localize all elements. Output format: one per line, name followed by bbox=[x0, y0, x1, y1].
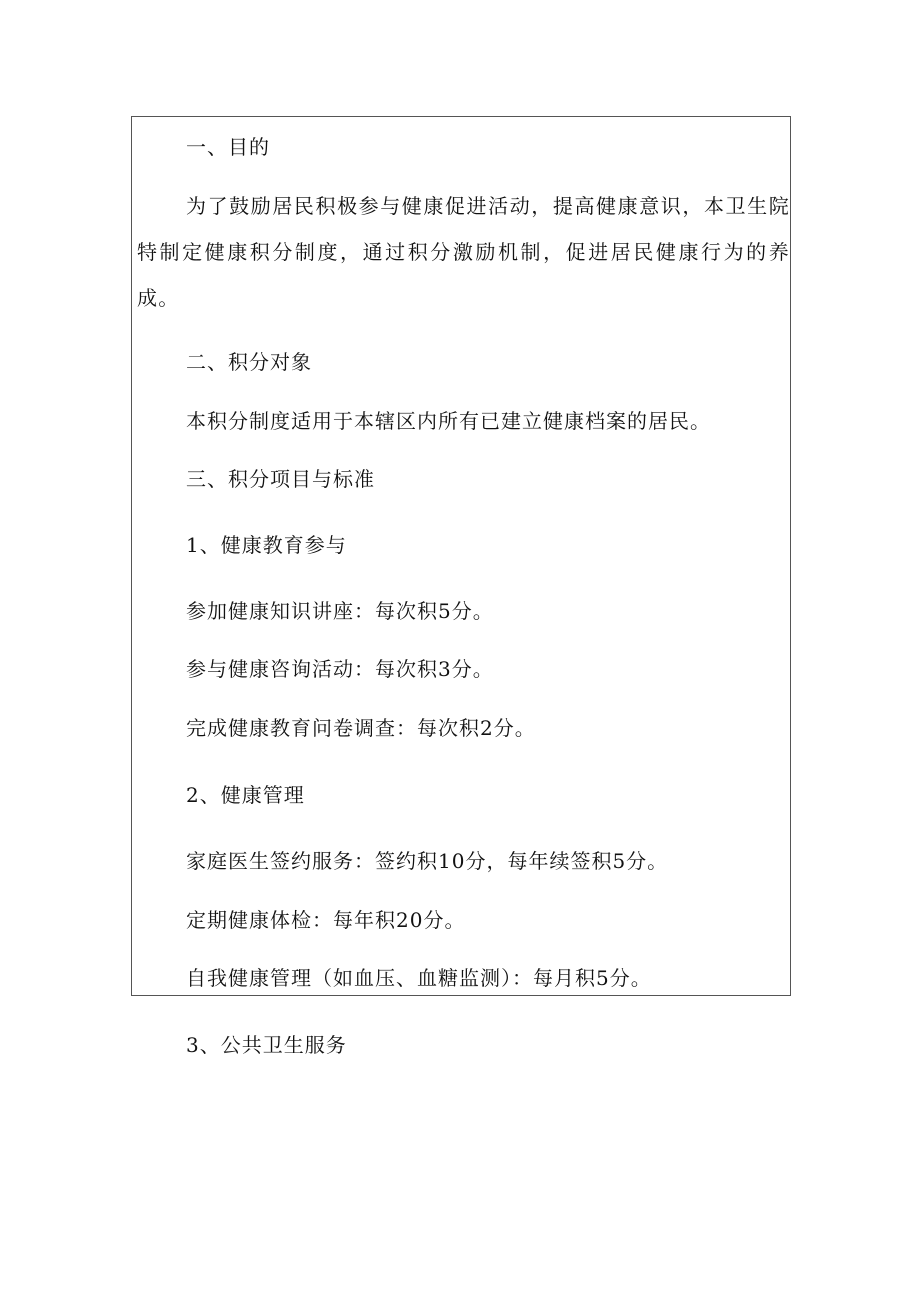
list-item: 自我健康管理（如血压、血糖监测）：每月积5分。 bbox=[186, 966, 652, 990]
section-heading-target: 二、积分对象 bbox=[186, 350, 312, 374]
section-heading-standards: 三、积分项目与标准 bbox=[186, 467, 375, 491]
list-item: 参与健康咨询活动：每次积3分。 bbox=[186, 657, 494, 681]
list-item: 参加健康知识讲座：每次积5分。 bbox=[186, 599, 494, 623]
section-heading-purpose: 一、目的 bbox=[186, 135, 270, 159]
list-item: 家庭医生签约服务：签约积10分，每年续签积5分。 bbox=[186, 849, 669, 873]
subheading-health-management: 2、健康管理 bbox=[186, 783, 305, 807]
subheading-public-health: 3、公共卫生服务 bbox=[186, 1033, 347, 1057]
list-item: 完成健康教育问卷调查：每次积2分。 bbox=[186, 716, 536, 740]
purpose-paragraph: 为了鼓励居民积极参与健康促进活动，提高健康意识，本卫生院特制定健康积分制度，通过积分激励机制，促进居民健康行为的养成。 bbox=[137, 194, 790, 310]
subheading-health-education: 1、健康教育参与 bbox=[186, 533, 347, 557]
list-item: 定期健康体检：每年积20分。 bbox=[186, 908, 466, 932]
target-paragraph: 本积分制度适用于本辖区内所有已建立健康档案的居民。 bbox=[186, 409, 711, 433]
